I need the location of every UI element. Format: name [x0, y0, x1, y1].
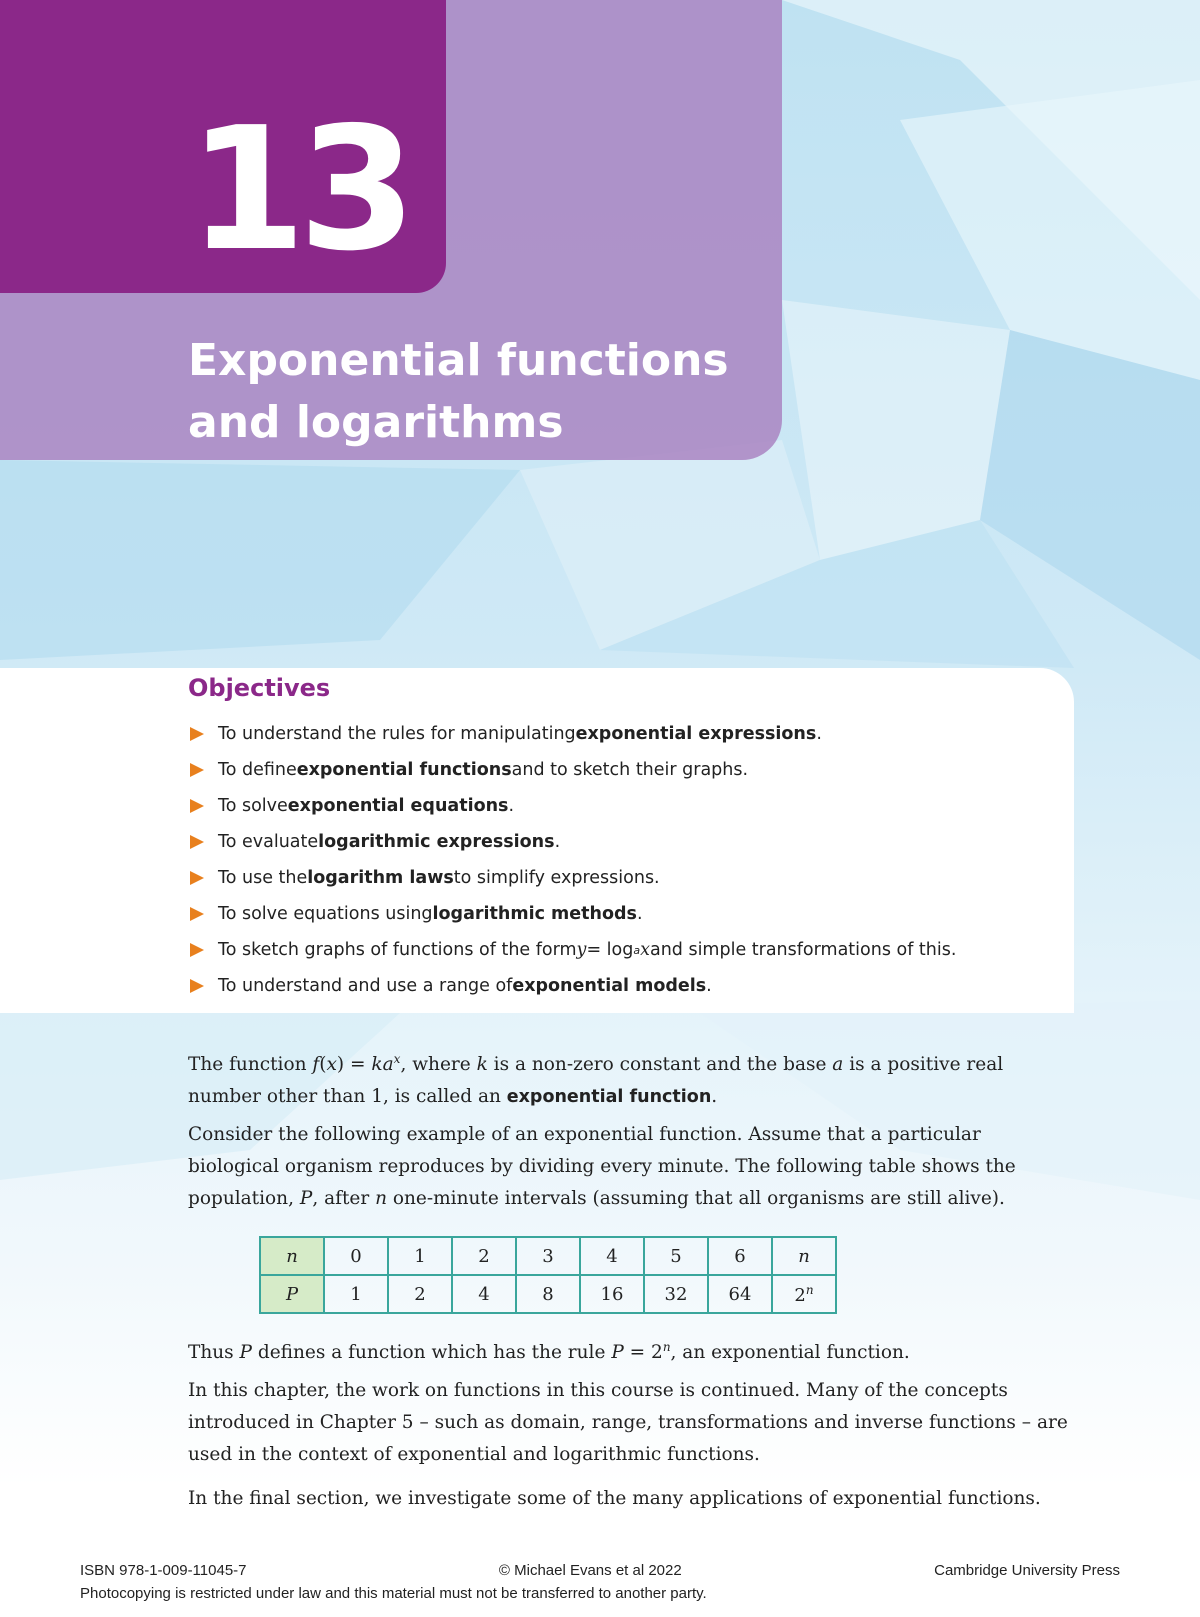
objective-keyword: exponential models [512, 976, 707, 996]
chapter-title [188, 330, 729, 454]
objective-text: To sketch graphs of functions of the form [218, 940, 577, 960]
table-cell: 1 [388, 1237, 452, 1275]
triangle-bullet-icon [190, 907, 204, 921]
triangle-bullet-icon [190, 727, 204, 741]
objective-item [190, 788, 1070, 824]
objective-item [190, 860, 1070, 896]
intro-paragraph-2: Consider the following example of an exponential function. Assume that a particular biological organism reproduces by dividing every minute. The following table shows the population, P, after n one-minute intervals (assuming that all organisms are still alive). [188, 1124, 1016, 1209]
objective-text: To use the [218, 868, 308, 888]
math-var-y: y [576, 940, 587, 960]
objective-text: To define [218, 760, 297, 780]
objective-item [190, 824, 1070, 860]
objective-text: . [508, 796, 515, 816]
objective-text: To understand the rules for manipulating [218, 724, 576, 744]
objective-text: . [816, 724, 822, 744]
table-cell: n [772, 1237, 836, 1275]
objective-text: To understand and use a range of [218, 976, 513, 996]
objective-item [190, 716, 1070, 752]
objective-keyword: logarithmic expressions [318, 832, 555, 852]
objective-item [190, 896, 1070, 932]
table-cell: 4 [452, 1275, 516, 1313]
footer-note: Photocopying is restricted under law and this material must not be transferred to another party. [80, 1585, 707, 1602]
table-cell: 8 [516, 1275, 580, 1313]
table-cell: 2 [452, 1237, 516, 1275]
bg-facet [0, 460, 520, 660]
table-cell: 16 [580, 1275, 644, 1313]
triangle-bullet-icon [190, 799, 204, 813]
paragraph-4: In this chapter, the work on functions in this course is continued. Many of the concepts introduced in Chapter 5 – such as domain, range, transformations and inverse functions – are used in the context of exponential and logarithmic functions. [188, 1380, 1068, 1465]
objective-text: and to sketch their graphs. [511, 760, 749, 780]
table-row-n [260, 1237, 836, 1275]
objective-text: To evaluate [218, 832, 319, 852]
footer-publisher: Cambridge University Press [934, 1562, 1120, 1579]
objective-text: To solve equations using [218, 904, 433, 924]
table-cell: 2 [388, 1275, 452, 1313]
objective-item [190, 752, 1070, 788]
objective-text: and simple transformations of this. [649, 940, 957, 960]
intro-paragraph-1: The function $f(x) = ka^x$, where k is a non-zero constant and the base a is a positive real number other than 1, is called an exponential function. [188, 1052, 1004, 1108]
objective-keyword: logarithm laws [307, 868, 454, 888]
chapter-title-line-2: and logarithms [188, 397, 564, 448]
table-cell: 64 [708, 1275, 772, 1313]
objective-text: . [554, 832, 561, 852]
objective-text: To solve [218, 796, 288, 816]
table-cell: 4 [580, 1237, 644, 1275]
footer [80, 1562, 1120, 1579]
objective-keyword: exponential functions [296, 760, 512, 780]
chapter-title-line-1: Exponential functions [188, 335, 729, 386]
footer-copyright: © Michael Evans et al 2022 [498, 1562, 682, 1579]
bg-facet [782, 300, 1010, 560]
triangle-bullet-icon [190, 979, 204, 993]
triangle-bullet-icon [190, 943, 204, 957]
objectives-heading: Objectives [188, 674, 331, 702]
objective-item [190, 968, 1070, 1004]
objective-text: to simplify expressions. [453, 868, 660, 888]
footer-isbn: ISBN 978-1-009-11045-7 [80, 1562, 247, 1579]
table-cell: 0 [324, 1237, 388, 1275]
objective-text: . [706, 976, 712, 996]
table-cell: 32 [644, 1275, 708, 1313]
table-header-cell: n [260, 1237, 324, 1275]
math-var-x: x [640, 940, 650, 960]
paragraph-3: Thus P defines a function which has the rule $P = 2^n$, an exponential function. [188, 1340, 910, 1364]
table-cell: 1 [324, 1275, 388, 1313]
objective-keyword: logarithmic methods [432, 904, 637, 924]
objective-text: . [636, 904, 643, 924]
table-header-cell: P [260, 1275, 324, 1313]
math-log-base: a [633, 943, 641, 957]
table-row-p [260, 1275, 836, 1313]
table-cell: 6 [708, 1237, 772, 1275]
chapter-number: 13 [188, 91, 409, 289]
objective-keyword: exponential equations [287, 796, 509, 816]
table-cell: 3 [516, 1237, 580, 1275]
objectives-list [190, 716, 1070, 1004]
triangle-bullet-icon [190, 835, 204, 849]
table-cell: 2$^n$ [772, 1275, 836, 1313]
triangle-bullet-icon [190, 871, 204, 885]
paragraph-5: In the final section, we investigate some of the many applications of exponential functions. [188, 1488, 1041, 1509]
objective-item [190, 932, 1070, 968]
triangle-bullet-icon [190, 763, 204, 777]
math-log: = log [586, 940, 634, 960]
population-table [259, 1236, 837, 1314]
objective-keyword: exponential expressions [575, 724, 817, 744]
table-cell: 5 [644, 1237, 708, 1275]
